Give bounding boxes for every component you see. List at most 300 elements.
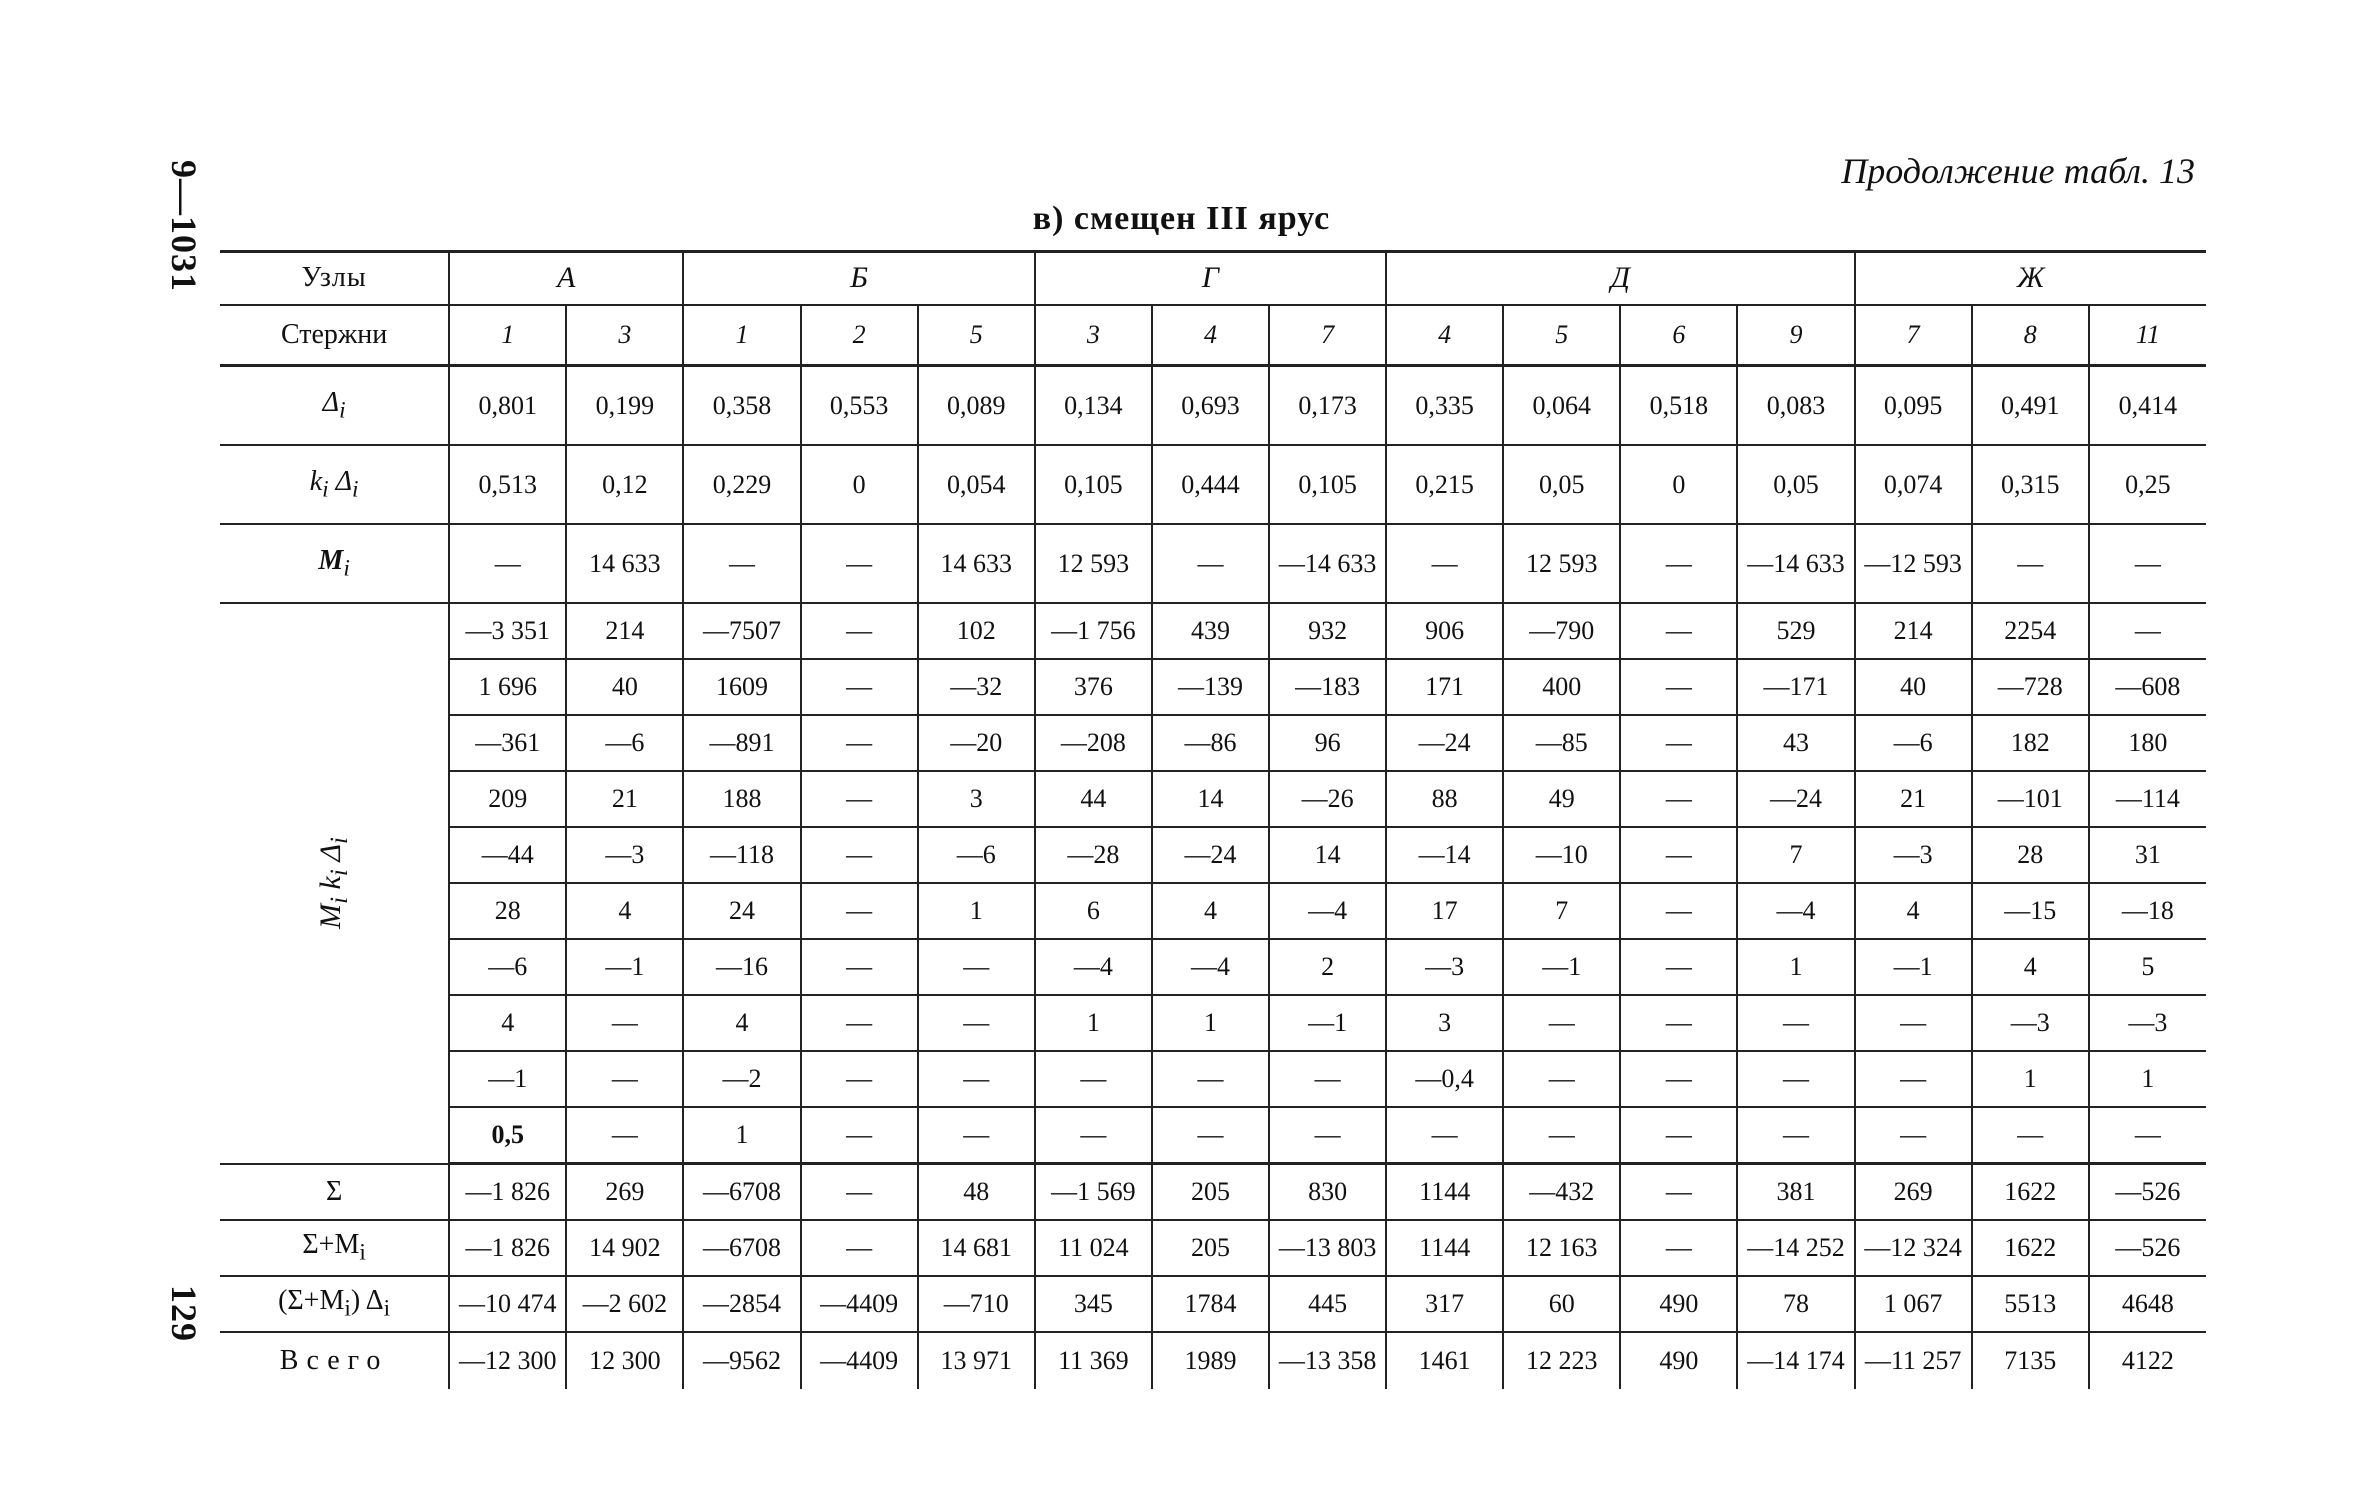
bar-number: 9	[1737, 305, 1854, 366]
sum-moment-delta-cell: 5513	[1972, 1276, 2089, 1332]
iteration-cell: —24	[1152, 827, 1269, 883]
iteration-cell: 21	[566, 771, 683, 827]
iteration-cell: 88	[1386, 771, 1503, 827]
iteration-cell: —6	[566, 715, 683, 771]
iteration-cell: 31	[2089, 827, 2206, 883]
iteration-cell: —	[1152, 1107, 1269, 1164]
total-cell: 490	[1620, 1332, 1737, 1389]
iteration-row	[220, 995, 2206, 1051]
iteration-cell: —	[1737, 1051, 1854, 1107]
iteration-cell: —	[566, 1051, 683, 1107]
node-header: Ж	[1855, 252, 2206, 305]
iteration-cell: —	[801, 771, 918, 827]
delta-cell: 0,083	[1737, 366, 1854, 446]
iteration-cell: —	[1855, 1107, 1972, 1164]
total-cell: —11 257	[1855, 1332, 1972, 1389]
iteration-cell: —139	[1152, 659, 1269, 715]
kdelta-cell: 0,05	[1737, 445, 1854, 524]
delta-cell: 0,064	[1503, 366, 1620, 446]
iteration-cell: 102	[918, 603, 1035, 659]
iteration-cell: 5	[2089, 939, 2206, 995]
iteration-cell: 1 696	[449, 659, 566, 715]
kdelta-cell: 0,444	[1152, 445, 1269, 524]
delta-cell: 0,693	[1152, 366, 1269, 446]
iteration-cell: —	[1855, 1051, 1972, 1107]
kdelta-row	[220, 445, 2206, 524]
sum-plus-moment-cell: 14 902	[566, 1220, 683, 1276]
delta-cell: 0,358	[683, 366, 800, 446]
iteration-row	[220, 1107, 2206, 1164]
total-cell: 12 300	[566, 1332, 683, 1389]
kdelta-cell: 0,105	[1035, 445, 1152, 524]
iteration-cell: 1	[1035, 995, 1152, 1051]
iteration-cell: —	[1503, 1051, 1620, 1107]
iteration-cell: 214	[1855, 603, 1972, 659]
bar-number: 8	[1972, 305, 2089, 366]
iteration-cell: —	[1269, 1107, 1386, 1164]
iteration-cell: 529	[1737, 603, 1854, 659]
iteration-cell: —	[801, 939, 918, 995]
iteration-cell: —0,4	[1386, 1051, 1503, 1107]
iteration-row	[220, 883, 2206, 939]
iteration-cell: 209	[449, 771, 566, 827]
total-cell: —12 300	[449, 1332, 566, 1389]
iteration-cell: —	[2089, 603, 2206, 659]
sum-cell: 381	[1737, 1164, 1854, 1221]
iteration-cell: —28	[1035, 827, 1152, 883]
iteration-cell: —6	[449, 939, 566, 995]
kdelta-cell: 0,215	[1386, 445, 1503, 524]
iteration-cell: —16	[683, 939, 800, 995]
sum-moment-delta-cell: 4648	[2089, 1276, 2206, 1332]
sum-plus-moment-cell: —	[1620, 1220, 1737, 1276]
sum-label: Σ	[220, 1164, 449, 1221]
iteration-cell: 14	[1152, 771, 1269, 827]
sum-moment-delta-cell: 78	[1737, 1276, 1854, 1332]
iteration-cell: —101	[1972, 771, 2089, 827]
iteration-cell: —	[1737, 1107, 1854, 1164]
page-number: 129	[164, 1285, 204, 1342]
sum-moment-delta-cell: 1 067	[1855, 1276, 1972, 1332]
iteration-cell: 1	[1972, 1051, 2089, 1107]
iteration-cell: 1609	[683, 659, 800, 715]
iteration-cell: —	[566, 995, 683, 1051]
sum-cell: 269	[1855, 1164, 1972, 1221]
sum-plus-moment-label: $\Sigma+M_i$	[220, 1220, 449, 1276]
bar-number: 3	[1035, 305, 1152, 366]
bar-number: 5	[1503, 305, 1620, 366]
delta-cell: 0,089	[918, 366, 1035, 446]
sum-cell: 269	[566, 1164, 683, 1221]
sum-moment-delta-row	[220, 1276, 2206, 1332]
bar-number: 7	[1269, 305, 1386, 366]
bar-number: 7	[1855, 305, 1972, 366]
kdelta-cell: 0	[801, 445, 918, 524]
iteration-cell: —1	[449, 1051, 566, 1107]
iteration-cell: —	[1620, 603, 1737, 659]
bar-number: 4	[1152, 305, 1269, 366]
total-cell: 12 223	[1503, 1332, 1620, 1389]
delta-cell: 0,134	[1035, 366, 1152, 446]
delta-label: $\Delta_i$	[220, 366, 449, 446]
iteration-cell: 1	[2089, 1051, 2206, 1107]
sum-plus-moment-cell: —1 826	[449, 1220, 566, 1276]
kdelta-cell: 0	[1620, 445, 1737, 524]
iteration-row	[220, 827, 2206, 883]
page-code: 9—1031	[164, 160, 204, 292]
iteration-cell: 439	[1152, 603, 1269, 659]
kdelta-cell: 0,074	[1855, 445, 1972, 524]
iteration-cell: —	[1620, 659, 1737, 715]
iteration-cell: —3	[1855, 827, 1972, 883]
iteration-cell: 4	[1855, 883, 1972, 939]
iteration-cell: —	[1152, 1051, 1269, 1107]
iteration-cell: —6	[1855, 715, 1972, 771]
sum-plus-moment-cell: —	[801, 1220, 918, 1276]
total-cell: 1989	[1152, 1332, 1269, 1389]
moment-cell: 14 633	[566, 524, 683, 603]
sum-moment-delta-cell: 60	[1503, 1276, 1620, 1332]
moment-cell: 14 633	[918, 524, 1035, 603]
sum-plus-moment-cell: 12 163	[1503, 1220, 1620, 1276]
iteration-cell: —790	[1503, 603, 1620, 659]
nodes-label: Узлы	[220, 252, 449, 305]
iteration-cell: —4	[1035, 939, 1152, 995]
iteration-cell: —1	[566, 939, 683, 995]
moment-cell: —	[2089, 524, 2206, 603]
iteration-cell: —	[1620, 883, 1737, 939]
iteration-cell: 40	[1855, 659, 1972, 715]
iteration-cell: —18	[2089, 883, 2206, 939]
iteration-cell: 49	[1503, 771, 1620, 827]
iteration-cell: —	[801, 883, 918, 939]
delta-cell: 0,095	[1855, 366, 1972, 446]
sum-moment-delta-cell: —4409	[801, 1276, 918, 1332]
moment-label: $M_i$	[220, 524, 449, 603]
node-header: Б	[683, 252, 1034, 305]
iteration-cell: —	[1620, 939, 1737, 995]
iteration-cell: —171	[1737, 659, 1854, 715]
iteration-cell: 1	[918, 883, 1035, 939]
sum-moment-delta-cell: 445	[1269, 1276, 1386, 1332]
iteration-cell: 171	[1386, 659, 1503, 715]
iteration-cell: 4	[683, 995, 800, 1051]
iteration-cell: —	[918, 1051, 1035, 1107]
iteration-cell: 3	[918, 771, 1035, 827]
sum-cell: 1144	[1386, 1164, 1503, 1221]
kdelta-cell: 0,054	[918, 445, 1035, 524]
total-cell: —9562	[683, 1332, 800, 1389]
iteration-cell: 214	[566, 603, 683, 659]
iteration-cell: 182	[1972, 715, 2089, 771]
delta-cell: 0,414	[2089, 366, 2206, 446]
iteration-cell: —1	[1269, 995, 1386, 1051]
iteration-cell: —208	[1035, 715, 1152, 771]
bar-number: 2	[801, 305, 918, 366]
iteration-cell: —	[1737, 995, 1854, 1051]
iteration-row	[220, 939, 2206, 995]
iteration-cell: 28	[1972, 827, 2089, 883]
iteration-cell: 2	[1269, 939, 1386, 995]
iteration-cell: 96	[1269, 715, 1386, 771]
iteration-cell: —1	[1503, 939, 1620, 995]
delta-cell: 0,801	[449, 366, 566, 446]
iteration-cell: —24	[1737, 771, 1854, 827]
moments-table	[220, 252, 2206, 1389]
iteration-row	[220, 1051, 2206, 1107]
iteration-cell: —608	[2089, 659, 2206, 715]
iteration-cell: —	[801, 603, 918, 659]
kdelta-cell: 0,12	[566, 445, 683, 524]
iteration-cell: —	[801, 715, 918, 771]
total-row	[220, 1332, 2206, 1389]
iteration-cell: —4	[1269, 883, 1386, 939]
iteration-cell: 4	[449, 995, 566, 1051]
iteration-cell: —361	[449, 715, 566, 771]
iteration-cell: —3	[2089, 995, 2206, 1051]
iteration-cell: —	[1503, 995, 1620, 1051]
iteration-cell: —	[1620, 771, 1737, 827]
iteration-cell: —183	[1269, 659, 1386, 715]
iteration-row	[220, 659, 2206, 715]
iteration-cell: —	[801, 1107, 918, 1164]
kdelta-cell: 0,315	[1972, 445, 2089, 524]
iteration-cell: 1	[683, 1107, 800, 1164]
bar-number: 1	[449, 305, 566, 366]
sum-cell: —6708	[683, 1164, 800, 1221]
iteration-cell: —	[1972, 1107, 2089, 1164]
delta-cell: 0,518	[1620, 366, 1737, 446]
sum-plus-moment-cell: —526	[2089, 1220, 2206, 1276]
iteration-cell: —24	[1386, 715, 1503, 771]
node-header: Д	[1386, 252, 1854, 305]
iteration-cell: —32	[918, 659, 1035, 715]
iteration-cell: —15	[1972, 883, 2089, 939]
iteration-cell: —20	[918, 715, 1035, 771]
delta-row	[220, 366, 2206, 446]
iteration-cell: 0,5	[449, 1107, 566, 1164]
sum-cell: —	[1620, 1164, 1737, 1221]
bar-number: 3	[566, 305, 683, 366]
nodes-header-row	[220, 252, 2206, 305]
total-cell: —4409	[801, 1332, 918, 1389]
iteration-cell: 4	[1972, 939, 2089, 995]
iteration-cell: —44	[449, 827, 566, 883]
iteration-cell: 180	[2089, 715, 2206, 771]
moment-cell: —	[1620, 524, 1737, 603]
iteration-block-label: $M_i$ $k_i$ $\Delta_i$	[220, 603, 449, 1164]
iteration-cell: —4	[1152, 939, 1269, 995]
total-cell: 7135	[1972, 1332, 2089, 1389]
bar-number: 4	[1386, 305, 1503, 366]
iteration-cell: —	[801, 1051, 918, 1107]
kdelta-cell: 0,513	[449, 445, 566, 524]
sum-moment-delta-cell: 317	[1386, 1276, 1503, 1332]
iteration-cell: —3	[1386, 939, 1503, 995]
node-header: Г	[1035, 252, 1386, 305]
iteration-cell: —3	[1972, 995, 2089, 1051]
moment-cell: —	[1152, 524, 1269, 603]
iteration-cell: 44	[1035, 771, 1152, 827]
sum-cell: 1622	[1972, 1164, 2089, 1221]
moment-cell: —12 593	[1855, 524, 1972, 603]
iteration-cell: —728	[1972, 659, 2089, 715]
node-header: А	[449, 252, 683, 305]
iteration-cell: —	[1620, 995, 1737, 1051]
moment-cell: —	[1386, 524, 1503, 603]
delta-cell: 0,491	[1972, 366, 2089, 446]
bar-number: 1	[683, 305, 800, 366]
iteration-cell: 6	[1035, 883, 1152, 939]
moment-cell: —	[801, 524, 918, 603]
bars-label: Стержни	[220, 305, 449, 366]
sum-cell: —1 826	[449, 1164, 566, 1221]
sum-moment-delta-label: $(\Sigma+M_i)$ $\Delta_i$	[220, 1276, 449, 1332]
total-cell: 4122	[2089, 1332, 2206, 1389]
sum-plus-moment-row	[220, 1220, 2206, 1276]
total-label: Всего	[279, 1345, 389, 1376]
sum-cell: 205	[1152, 1164, 1269, 1221]
iteration-cell: —	[566, 1107, 683, 1164]
total-cell: —14 174	[1737, 1332, 1854, 1389]
iteration-cell: —14	[1386, 827, 1503, 883]
iteration-cell: —	[918, 1107, 1035, 1164]
iteration-cell: 376	[1035, 659, 1152, 715]
iteration-row	[220, 715, 2206, 771]
total-cell: 1461	[1386, 1332, 1503, 1389]
iteration-cell: —	[1386, 1107, 1503, 1164]
total-cell: 11 369	[1035, 1332, 1152, 1389]
iteration-cell: 24	[683, 883, 800, 939]
sum-moment-delta-cell: 490	[1620, 1276, 1737, 1332]
sum-plus-moment-cell: 205	[1152, 1220, 1269, 1276]
iteration-cell: —	[801, 659, 918, 715]
iteration-cell: 43	[1737, 715, 1854, 771]
iteration-cell: —	[801, 827, 918, 883]
iteration-cell: —	[1503, 1107, 1620, 1164]
iteration-cell: 400	[1503, 659, 1620, 715]
iteration-cell: 4	[1152, 883, 1269, 939]
sum-plus-moment-cell: 11 024	[1035, 1220, 1152, 1276]
total-cell: 13 971	[918, 1332, 1035, 1389]
sum-plus-moment-cell: —6708	[683, 1220, 800, 1276]
bar-number: 5	[918, 305, 1035, 366]
moment-cell: —	[683, 524, 800, 603]
iteration-cell: 2254	[1972, 603, 2089, 659]
iteration-cell: —1	[1855, 939, 1972, 995]
sum-plus-moment-cell: —14 252	[1737, 1220, 1854, 1276]
iteration-cell: —26	[1269, 771, 1386, 827]
iteration-cell: —	[2089, 1107, 2206, 1164]
iteration-cell: —1 756	[1035, 603, 1152, 659]
iteration-cell: —114	[2089, 771, 2206, 827]
sum-moment-delta-cell: —2854	[683, 1276, 800, 1332]
sum-cell: —526	[2089, 1164, 2206, 1221]
delta-cell: 0,553	[801, 366, 918, 446]
table-continuation-caption: Продолжение табл. 13	[1841, 151, 2195, 191]
sum-moment-delta-cell: 345	[1035, 1276, 1152, 1332]
sum-plus-moment-cell: 1622	[1972, 1220, 2089, 1276]
kdelta-cell: 0,05	[1503, 445, 1620, 524]
iteration-row	[220, 771, 2206, 827]
iteration-cell: —	[1620, 715, 1737, 771]
delta-cell: 0,173	[1269, 366, 1386, 446]
iteration-cell: 188	[683, 771, 800, 827]
sum-row	[220, 1164, 2206, 1221]
sum-cell: —1 569	[1035, 1164, 1152, 1221]
iteration-cell: 28	[449, 883, 566, 939]
iteration-cell: —3	[566, 827, 683, 883]
iteration-cell: —7507	[683, 603, 800, 659]
iteration-cell: —	[1620, 1051, 1737, 1107]
moment-cell: —14 633	[1737, 524, 1854, 603]
sum-cell: —432	[1503, 1164, 1620, 1221]
sum-moment-delta-cell: —710	[918, 1276, 1035, 1332]
iteration-row	[220, 603, 2206, 659]
sum-moment-delta-cell: 1784	[1152, 1276, 1269, 1332]
sum-cell: 830	[1269, 1164, 1386, 1221]
iteration-cell: 1	[1152, 995, 1269, 1051]
kdelta-cell: 0,25	[2089, 445, 2206, 524]
iteration-cell: —	[1035, 1051, 1152, 1107]
iteration-cell: —118	[683, 827, 800, 883]
sum-plus-moment-cell: 14 681	[918, 1220, 1035, 1276]
sum-cell: —	[801, 1164, 918, 1221]
iteration-cell: —	[1035, 1107, 1152, 1164]
moment-cell: —14 633	[1269, 524, 1386, 603]
iteration-cell: —	[1620, 1107, 1737, 1164]
iteration-cell: 3	[1386, 995, 1503, 1051]
iteration-cell: —	[1855, 995, 1972, 1051]
sum-plus-moment-cell: —12 324	[1855, 1220, 1972, 1276]
kdelta-label: $k_i$ $\Delta_i$	[220, 445, 449, 524]
iteration-cell: 1	[1737, 939, 1854, 995]
sum-cell: 48	[918, 1164, 1035, 1221]
iteration-cell: —	[918, 939, 1035, 995]
kdelta-cell: 0,229	[683, 445, 800, 524]
bar-number: 6	[1620, 305, 1737, 366]
iteration-cell: —891	[683, 715, 800, 771]
kdelta-cell: 0,105	[1269, 445, 1386, 524]
iteration-cell: —	[801, 995, 918, 1051]
sum-plus-moment-cell: 1144	[1386, 1220, 1503, 1276]
iteration-cell: 21	[1855, 771, 1972, 827]
moment-cell: 12 593	[1503, 524, 1620, 603]
iteration-cell: —10	[1503, 827, 1620, 883]
iteration-cell: —2	[683, 1051, 800, 1107]
delta-cell: 0,199	[566, 366, 683, 446]
iteration-cell: —4	[1737, 883, 1854, 939]
iteration-cell: 14	[1269, 827, 1386, 883]
bar-number: 11	[2089, 305, 2206, 366]
sum-moment-delta-cell: —2 602	[566, 1276, 683, 1332]
total-cell: —13 358	[1269, 1332, 1386, 1389]
delta-cell: 0,335	[1386, 366, 1503, 446]
iteration-cell: —86	[1152, 715, 1269, 771]
moment-cell: —	[1972, 524, 2089, 603]
iteration-cell: —3 351	[449, 603, 566, 659]
iteration-cell: 906	[1386, 603, 1503, 659]
iteration-cell: —	[1269, 1051, 1386, 1107]
iteration-cell: —	[1620, 827, 1737, 883]
iteration-cell: —6	[918, 827, 1035, 883]
iteration-cell: 932	[1269, 603, 1386, 659]
bars-header-row	[220, 305, 2206, 366]
table-subtitle: в) смещен III ярус	[1032, 200, 1331, 237]
iteration-cell: —85	[1503, 715, 1620, 771]
iteration-cell: 17	[1386, 883, 1503, 939]
iteration-cell: 7	[1503, 883, 1620, 939]
